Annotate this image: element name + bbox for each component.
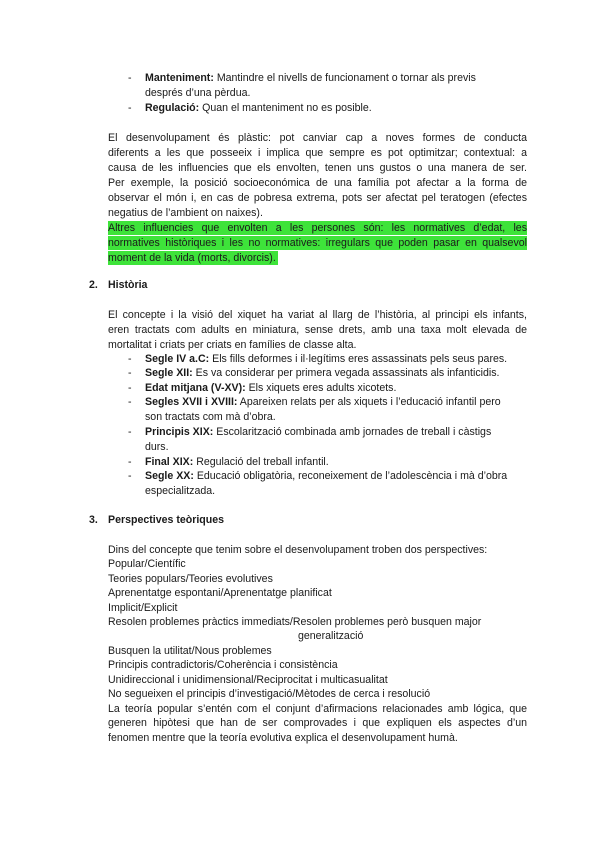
- list-item: [145, 395, 501, 409]
- list-bullet: -: [128, 102, 132, 114]
- paragraph-line: generen hipòtesi que han de ser comprovades i que expliquen els aspectes d’un: [108, 717, 527, 729]
- paragraph-line: Implicit/Explicit: [108, 602, 178, 614]
- list-bullet: -: [128, 396, 132, 408]
- list-item-label: Segle XII:: [145, 367, 193, 379]
- centered-line: generalització: [298, 630, 364, 642]
- list-item-label: Manteniment:: [145, 72, 214, 84]
- list-item: [145, 366, 499, 380]
- list-item: [145, 71, 476, 85]
- paragraph-line: fenomen mentre que la teoría evolutiva explica el desenvolupament humà.: [108, 732, 458, 744]
- list-item-label: Principis XIX:: [145, 426, 214, 438]
- paragraph-line: Popular/Científic: [108, 558, 186, 570]
- list-item-label: Edat mitjana (V-XV):: [145, 382, 246, 394]
- highlighted-line: normatives històriques i les no normatives: irregulars que poden pasar en qualsevol: [108, 237, 527, 249]
- paragraph-line: El desenvolupament és plàstic: pot canviar cap a noves formes de conducta: [108, 132, 527, 144]
- paragraph-line: Unidireccional i unidimensional/Reciprocitat i multicasualitat: [108, 674, 388, 686]
- paragraph-line: La teoría popular s’entén com el conjunt d’afirmacions relacionades amb lógica, que: [108, 703, 527, 715]
- list-bullet: -: [128, 456, 132, 468]
- list-item-label: Segle IV a.C:: [145, 353, 210, 365]
- highlighted-line: Altres influencies que envolten a les persones són: les normatives d’edat, les: [108, 222, 527, 234]
- list-item-text: Es va considerar per primera vegada assassinats als infanticidis.: [195, 367, 500, 379]
- list-bullet: -: [128, 367, 132, 379]
- paragraph-line: observar el món i, en cas de pobresa extrema, pots ser afectat pel teratogen (efectes: [108, 192, 527, 204]
- list-item-text: Escolarització combinada amb jornades de treball i càstigs: [216, 426, 492, 438]
- list-item: [145, 425, 491, 439]
- list-bullet: -: [128, 470, 132, 482]
- paragraph-line: Busquen la utilitat/Nous problemes: [108, 645, 272, 657]
- paragraph-line: Teories populars/Teories evolutives: [108, 573, 273, 585]
- list-item: [145, 352, 507, 366]
- list-item: [145, 455, 329, 469]
- paragraph-line: El concepte i la visió del xiquet ha variat al llarg de l’història, al principi els infants,: [108, 309, 527, 321]
- list-item-label: Segles XVII i XVIII:: [145, 396, 238, 408]
- list-item-text: Els fills deformes i il·legítims eres assassinats pels seus pares.: [212, 353, 508, 365]
- list-bullet: -: [128, 72, 132, 84]
- paragraph-line: Resolen problemes pràctics immediats/Resolen problemes però busquen major: [108, 616, 482, 628]
- list-item-continuation: especialitzada.: [145, 485, 216, 497]
- section-title: Perspectives teòriques: [108, 514, 224, 526]
- paragraph-line: Principis contradictoris/Coherència i consistència: [108, 659, 338, 671]
- paragraph-line: diferents a les que posseeix i implica que sempre es pot optimitzar; contextual: a: [108, 147, 527, 159]
- list-bullet: -: [128, 426, 132, 438]
- paragraph-line: eren tractats com adults en miniatura, sense drets, amb una taxa molt elevada de: [108, 324, 527, 336]
- highlighted-line: moment de la vida (morts, divorcis).: [108, 252, 276, 264]
- paragraph-line: Dins del concepte que tenim sobre el desenvolupament troben dos perspectives:: [108, 544, 488, 556]
- list-bullet: -: [128, 382, 132, 394]
- list-item-label: Regulació:: [145, 102, 200, 114]
- list-item-continuation: després d’una pèrdua.: [145, 87, 251, 99]
- section-number: 3.: [89, 514, 98, 526]
- list-item-text: Quan el manteniment no es posible.: [202, 102, 372, 114]
- paragraph-line: causa de les influencies que els envolten, tenen uns gustos o una manera de ser.: [108, 162, 527, 174]
- list-item-label: Final XIX:: [145, 456, 194, 468]
- section-number: 2.: [89, 279, 98, 291]
- list-item-text: Regulació del treball infantil.: [196, 456, 329, 468]
- list-item-text: Mantindre el nivells de funcionament o tornar als previs: [216, 72, 476, 84]
- list-item-text: Els xiquets eres adults xicotets.: [248, 382, 397, 394]
- paragraph-line: negatius de l’ambient on naixes).: [108, 207, 263, 219]
- list-item-continuation: son tractats com mà d’obra.: [145, 411, 276, 423]
- list-item-text: Educació obligatòria, reconeixement de l’adolescència i mà d’obra: [196, 470, 508, 482]
- paragraph-line: Aprenentatge espontani/Aprenentatge planificat: [108, 587, 332, 599]
- section-title: Història: [108, 279, 148, 291]
- list-item: [145, 469, 507, 483]
- paragraph-line: No segueixen el principis d’investigació/Mètodes de cerca i resolució: [108, 688, 431, 700]
- paragraph-line: Per exemple, la posició socioeconómica de una família pot afectar a la forma de: [108, 177, 527, 189]
- list-item-continuation: durs.: [145, 441, 169, 453]
- list-item-text: Apareixen relats per als xiquets i l’educació infantil pero: [239, 396, 501, 408]
- list-item: [145, 101, 372, 115]
- list-bullet: -: [128, 353, 132, 365]
- paragraph-line: mortalitat i criats per criats en famílies de classe alta.: [108, 339, 357, 351]
- list-item: [145, 381, 396, 395]
- list-item-label: Segle XX:: [145, 470, 194, 482]
